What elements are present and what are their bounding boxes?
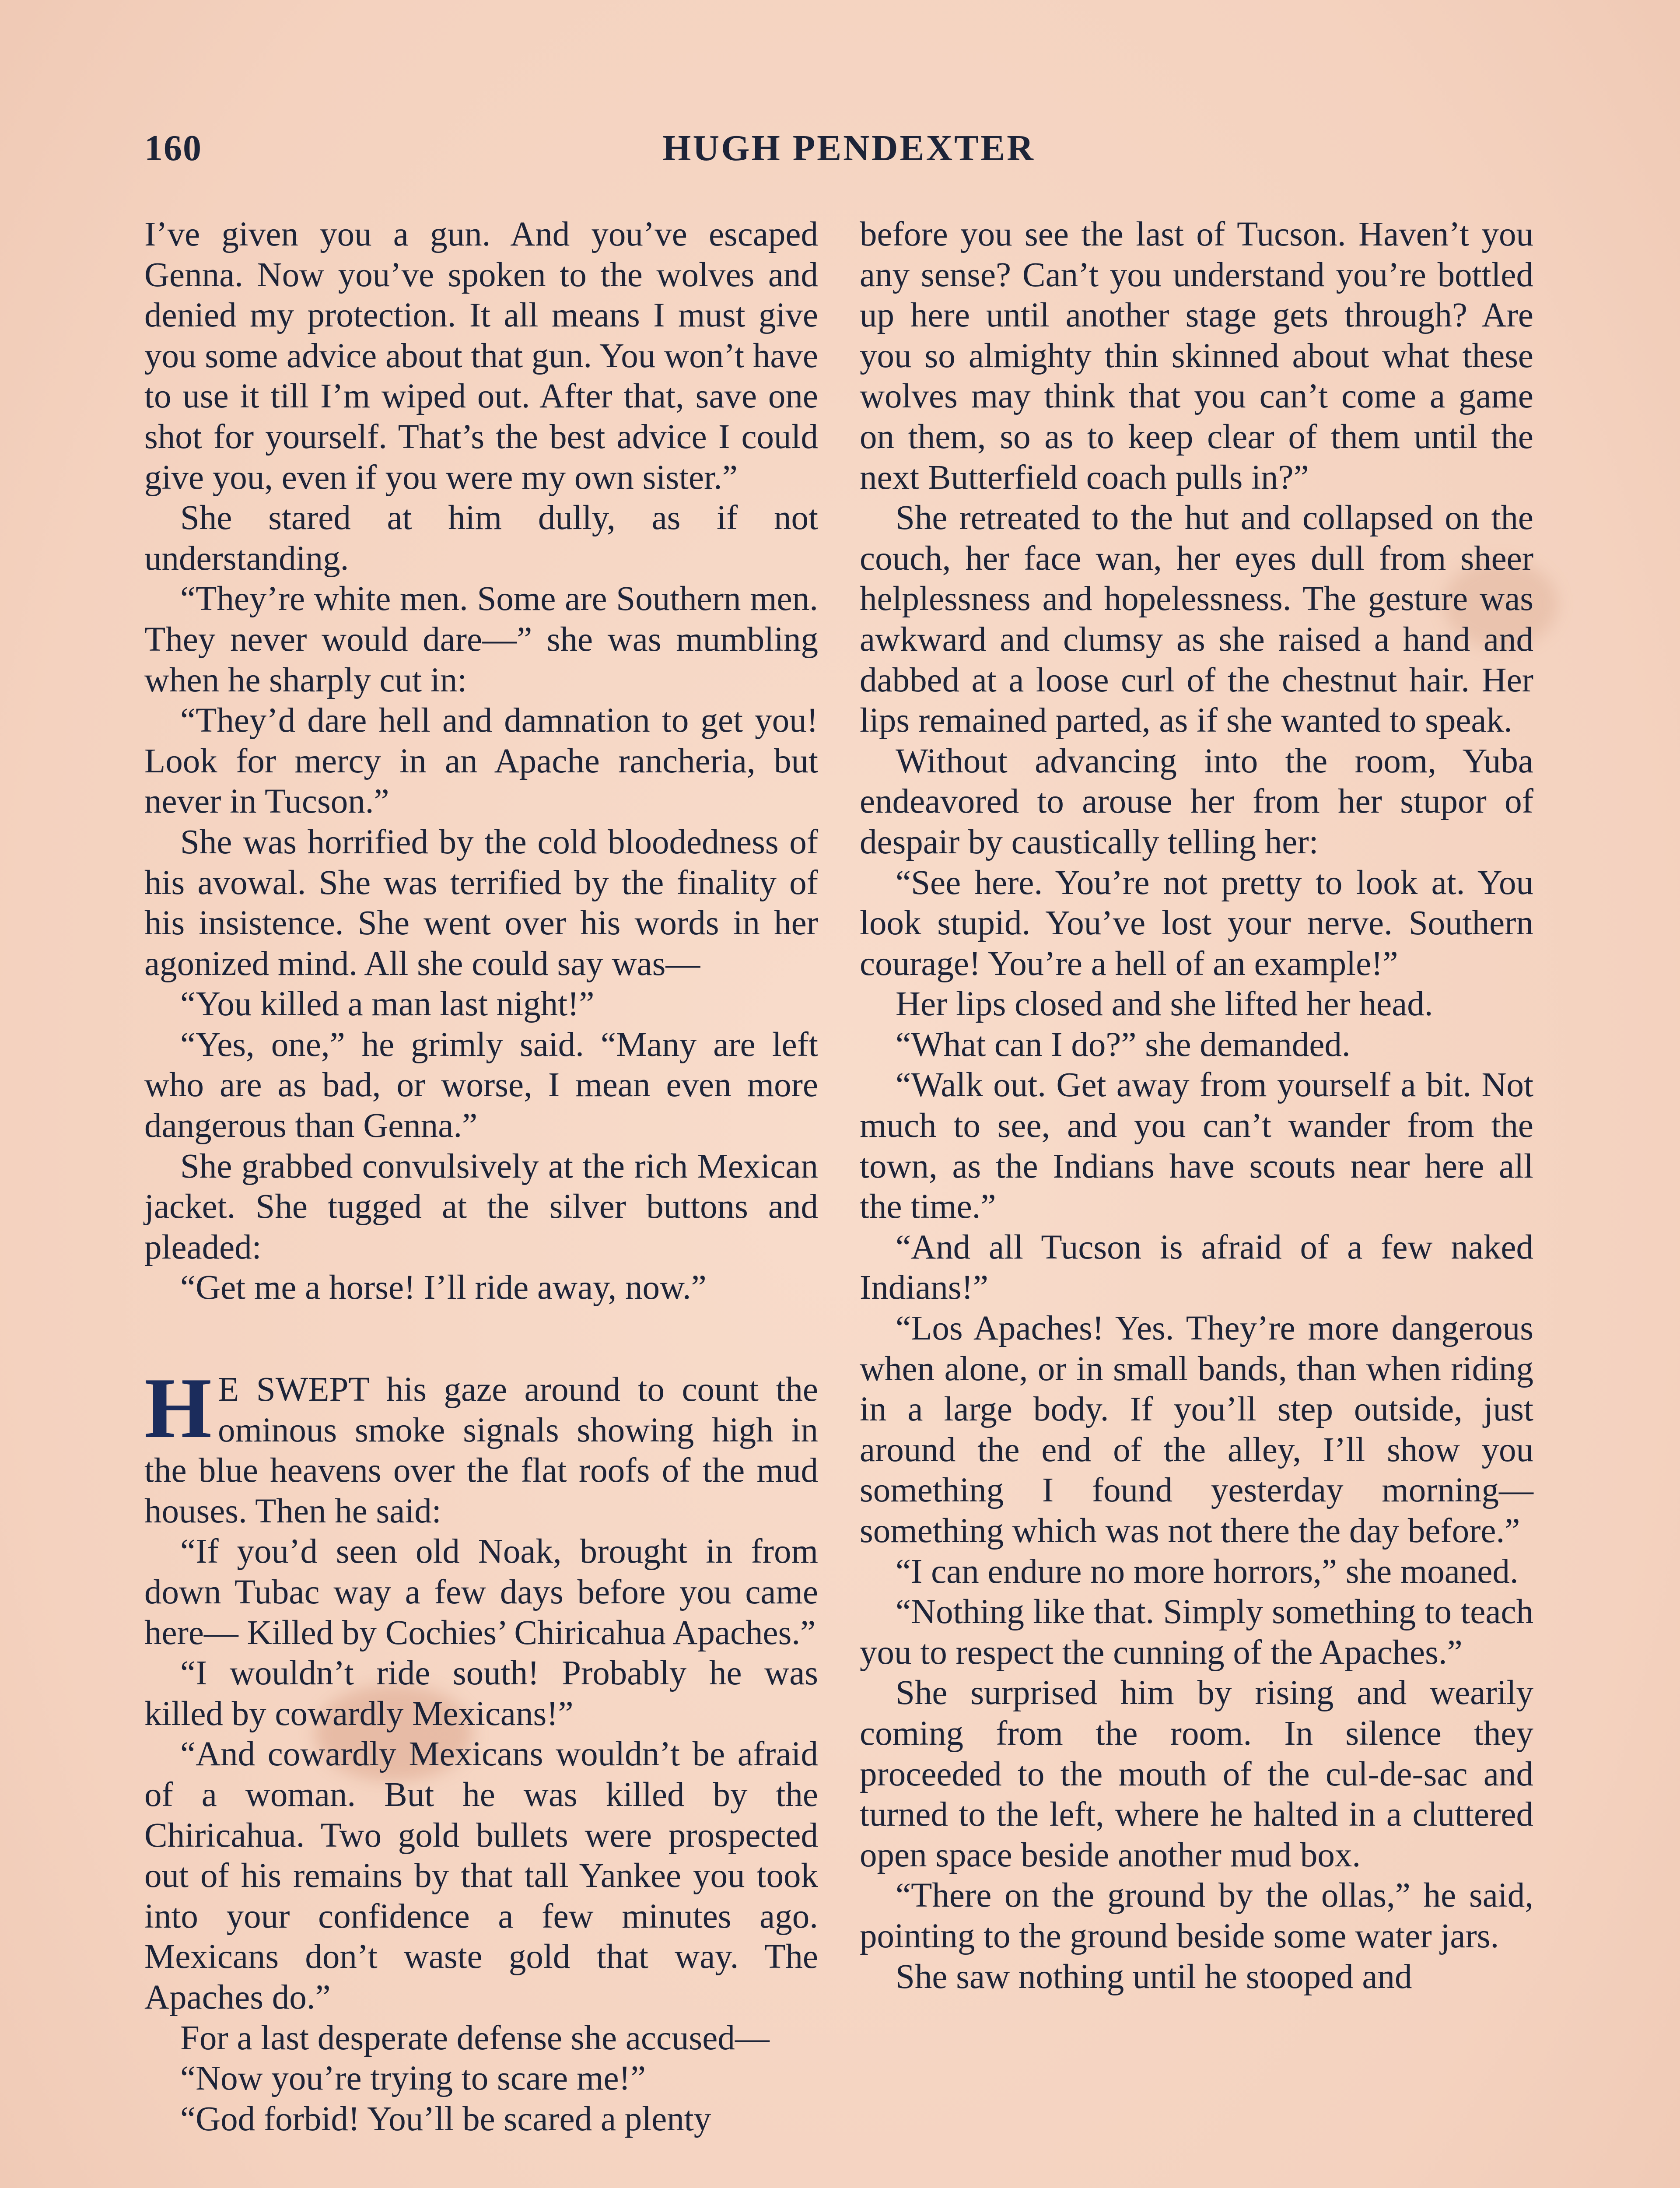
paragraph-text: “And cowardly Mexicans wouldn’t be afraid of a woman. But he was killed by the Chiricahua. Two gold bullets were prospected out of his remains by that tall Yankee you took into your confidence a few minutes ago. Mexicans don’t waste gold that way. The Apaches do.” [144, 1735, 818, 2016]
paragraph [144, 1532, 818, 1653]
paragraph-text: “I can endure no more horrors,” she moaned. [896, 1552, 1519, 1591]
paragraph-text: “If you’d seen old Noak, brought in from down Tubac way a few days before you came here— Killed by Cochies’ Chiricahua Apaches.” [144, 1532, 818, 1652]
paragraph [144, 1147, 818, 1268]
paragraph-text: She grabbed convulsively at the rich Mexican jacket. She tugged at the silver buttons and pleaded: [144, 1147, 818, 1266]
paragraph-text: “Los Apaches! Yes. They’re more dangerous when alone, or in small bands, than when riding in a large body. If you’ll step outside, just around the end of the alley, I’ll show you something I found yesterday morning—something which was not there the day before.” [860, 1309, 1533, 1550]
paragraph-text: I’ve given you a gun. And you’ve escaped Genna. Now you’ve spoken to the wolves and denied my protection. It all means I must give you some advice about that gun. You won’t have to use it till I’m wiped out. After that, save one shot for yourself. That’s the best advice I could give you, even if you were my own sister.” [144, 215, 818, 497]
paragraph-text: Without advancing into the room, Yuba endeavored to arouse her from her stupor of despair by caustically telling her: [860, 742, 1533, 861]
paragraph [144, 214, 818, 498]
paragraph [860, 1876, 1533, 1957]
paragraph-text: “I wouldn’t ride south! Probably he was killed by cowardly Mexicans!” [144, 1654, 818, 1733]
paragraph [860, 984, 1533, 1025]
page-header [144, 127, 1553, 179]
paragraph-text: She saw nothing until he stooped and [896, 1957, 1412, 1996]
paragraph [860, 498, 1533, 741]
paragraph-text: “Yes, one,” he grimly said. “Many are left who are as bad, or worse, I mean even more dangerous than Genna.” [144, 1025, 818, 1145]
paragraph [144, 2099, 818, 2140]
paragraph [144, 1653, 818, 1734]
paragraph-text: E SWEPT his gaze around to count the ominous smoke signals showing high in the blue heavens over the flat roofs of the mud houses. Then he said: [144, 1371, 818, 1530]
paragraph [860, 1552, 1533, 1592]
running-head: HUGH PENDEXTER [662, 128, 1035, 168]
paragraph-text: “Walk out. Get away from yourself a bit. Not much to see, and you can’t wander from the town, as the Indians have scouts near here all the time.” [860, 1066, 1533, 1226]
paragraph-text: “What can I do?” she demanded. [896, 1025, 1351, 1064]
page-number: 160 [144, 128, 202, 168]
paragraph [144, 701, 818, 822]
paragraph-text: before you see the last of Tucson. Haven’t you any sense? Can’t you understand you’re bottled up here until another stage gets through? Are you so almighty thin skinned about what these wolves may think that you can’t come a game on them, so as to keep clear of them until the next Butterfield coach pulls in?” [860, 215, 1533, 497]
paragraph [860, 741, 1533, 863]
paragraph-text: “There on the ground by the ollas,” he said, pointing to the ground beside some water jars. [860, 1876, 1533, 1955]
paragraph [860, 1673, 1533, 1876]
paragraph-text: “They’re white men. Some are Southern men. They never would dare—” she was mumbling when he sharply cut in: [144, 580, 818, 699]
paragraph-text: “Nothing like that. Simply something to teach you to respect the cunning of the Apaches.” [860, 1593, 1533, 1672]
paragraph [860, 1592, 1533, 1673]
paragraph [860, 863, 1533, 985]
paragraph [144, 984, 818, 1025]
paragraph [144, 498, 818, 579]
paragraph [860, 1308, 1533, 1552]
paragraph-text: “God forbid! You’ll be scared a plenty [180, 2100, 711, 2138]
paragraph [144, 822, 818, 984]
paragraph [144, 2018, 818, 2059]
paragraph-text: “Get me a horse! I’ll ride away, now.” [180, 1269, 707, 1307]
left-text-column [144, 214, 818, 2139]
paragraph-text: She surprised him by rising and wearily coming from the room. In silence they proceeded to the mouth of the cul-de-sac and turned to the left, where he halted in a cluttered open space beside another mud box. [860, 1674, 1533, 1874]
paragraph [144, 1268, 818, 1308]
right-text-column [860, 214, 1533, 1997]
paragraph-text: “You killed a man last night!” [180, 985, 595, 1024]
paragraph-text: “See here. You’re not pretty to look at. You look stupid. You’ve lost your nerve. Southern courage! You’re a hell of an example!” [860, 863, 1533, 983]
paragraph-text: For a last desperate defense she accused— [180, 2019, 770, 2057]
paragraph [860, 1025, 1533, 1066]
drop-cap: H [144, 1360, 212, 1456]
paragraph [144, 2058, 818, 2099]
paragraph-text: She stared at him dully, as if not understanding. [144, 499, 818, 578]
paragraph-text: “Now you’re trying to scare me!” [180, 2059, 646, 2098]
paragraph [144, 1734, 818, 2018]
paragraph [860, 1957, 1533, 1998]
paragraph [144, 579, 818, 701]
paragraph [144, 1025, 818, 1147]
paragraph-text: She retreated to the hut and collapsed on the couch, her face wan, her eyes dull from sheer helplessness and hopelessness. The gesture was awkward and clumsy as she raised a hand and dabbed at a loose curl of the chestnut hair. Her lips remained parted, as if she wanted to speak. [860, 499, 1533, 740]
paragraph [860, 214, 1533, 498]
paragraph-text: “And all Tucson is afraid of a few naked Indians!” [860, 1228, 1533, 1307]
paragraph-text: “They’d dare hell and damnation to get you! Look for mercy in an Apache rancheria, but never in Tucson.” [144, 701, 818, 821]
paragraph-text: She was horrified by the cold bloodedness of his avowal. She was terrified by the finality of his insistence. She went over his words in her agonized mind. All she could say was— [144, 823, 818, 983]
paragraph-text: Her lips closed and she lifted her head. [896, 985, 1433, 1024]
paragraph [860, 1065, 1533, 1227]
paragraph [144, 1360, 818, 1532]
paragraph [860, 1227, 1533, 1308]
